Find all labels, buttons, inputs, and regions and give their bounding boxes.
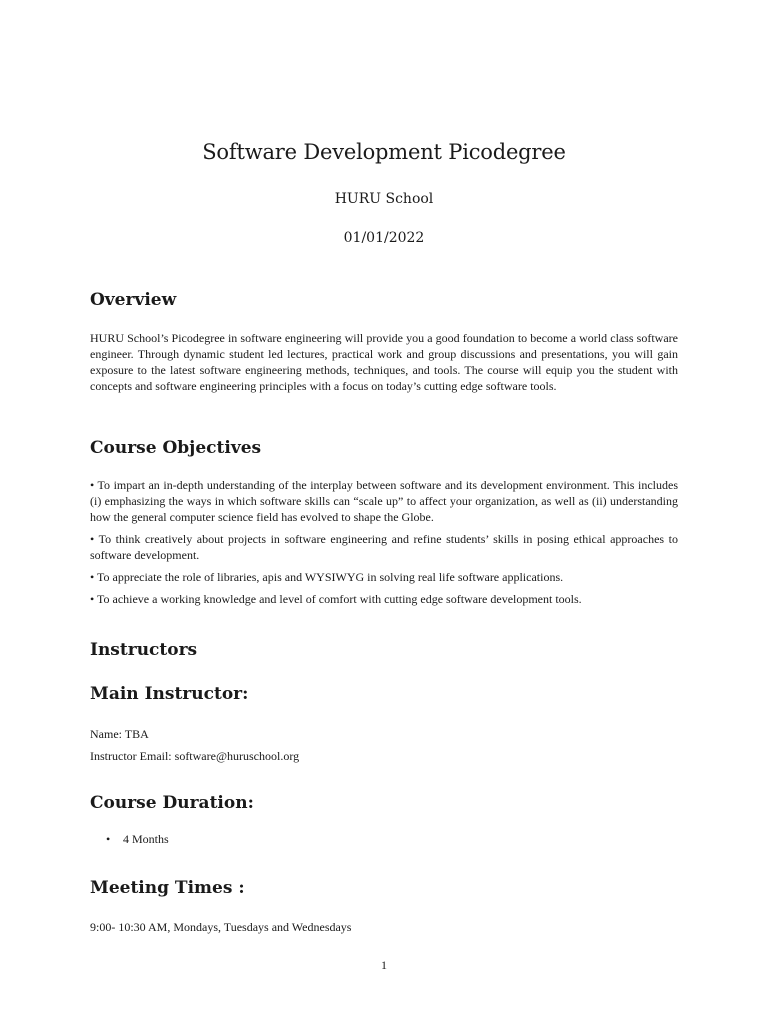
overview-paragraph: HURU School’s Picodegree in software engineering will provide you a good foundation to become a world class software engineer. Through dynamic student led lectures, practical work and group discussions and presentations, you will gain exposure to the latest software engineering methods, techniques, and tools. The course will equip you the student with concepts and software engineering principles with a focus on today’s cutting edge software tools. — [90, 331, 678, 393]
objectives-list — [90, 477, 678, 607]
overview-heading: Overview — [90, 290, 177, 310]
main-instructor-details — [90, 723, 678, 767]
meeting-heading: Meeting Times : — [90, 878, 245, 898]
bullet-glyph: • — [90, 570, 95, 584]
duration-heading: Course Duration: — [90, 793, 254, 813]
duration-item — [106, 832, 169, 847]
document-date: 01/01/2022 — [343, 230, 425, 246]
objective-item-4 — [90, 591, 678, 607]
document-title: Software Development Picodegree — [202, 140, 566, 164]
meeting-text: 9:00- 10:30 AM, Mondays, Tuesdays and Wednesdays — [90, 920, 352, 934]
meeting-section — [90, 919, 678, 935]
objective-item-2 — [90, 531, 678, 563]
objective-text-4: To achieve a working knowledge and level of comfort with cutting edge software development tools. — [97, 592, 582, 606]
objective-text-1: To impart an in-depth understanding of the interplay between software and its development environment. This includes (i) emphasizing the ways in which software skills can “scale up” to affect your organization, as well as (ii) understanding how the general computer science field has evolved to shape the Globe. — [90, 478, 678, 524]
objective-text-2: To think creatively about projects in software engineering and refine students’ skills in posing ethical approaches to software development. — [90, 532, 678, 562]
bullet-glyph: • — [90, 532, 95, 546]
duration-text: 4 Months — [123, 832, 169, 846]
objective-item-3 — [90, 569, 678, 585]
objectives-heading: Course Objectives — [90, 438, 262, 458]
document-author: HURU School — [334, 191, 434, 207]
objective-text-3: To appreciate the role of libraries, apis and WYSIWYG in solving real life software applications. — [97, 570, 564, 584]
bullet-glyph: • — [90, 478, 95, 492]
instructor-name: Name: TBA — [90, 727, 149, 741]
bullet-glyph: • — [90, 592, 95, 606]
bullet-glyph: • — [106, 832, 111, 846]
instructor-email: Instructor Email: software@huruschool.org — [90, 749, 300, 763]
duration-list — [106, 832, 169, 847]
instructors-heading: Instructors — [90, 640, 198, 660]
overview-section — [90, 330, 678, 394]
main-instructor-heading: Main Instructor: — [90, 684, 249, 704]
page-number: 1 — [381, 958, 387, 972]
objective-item-1 — [90, 477, 678, 525]
